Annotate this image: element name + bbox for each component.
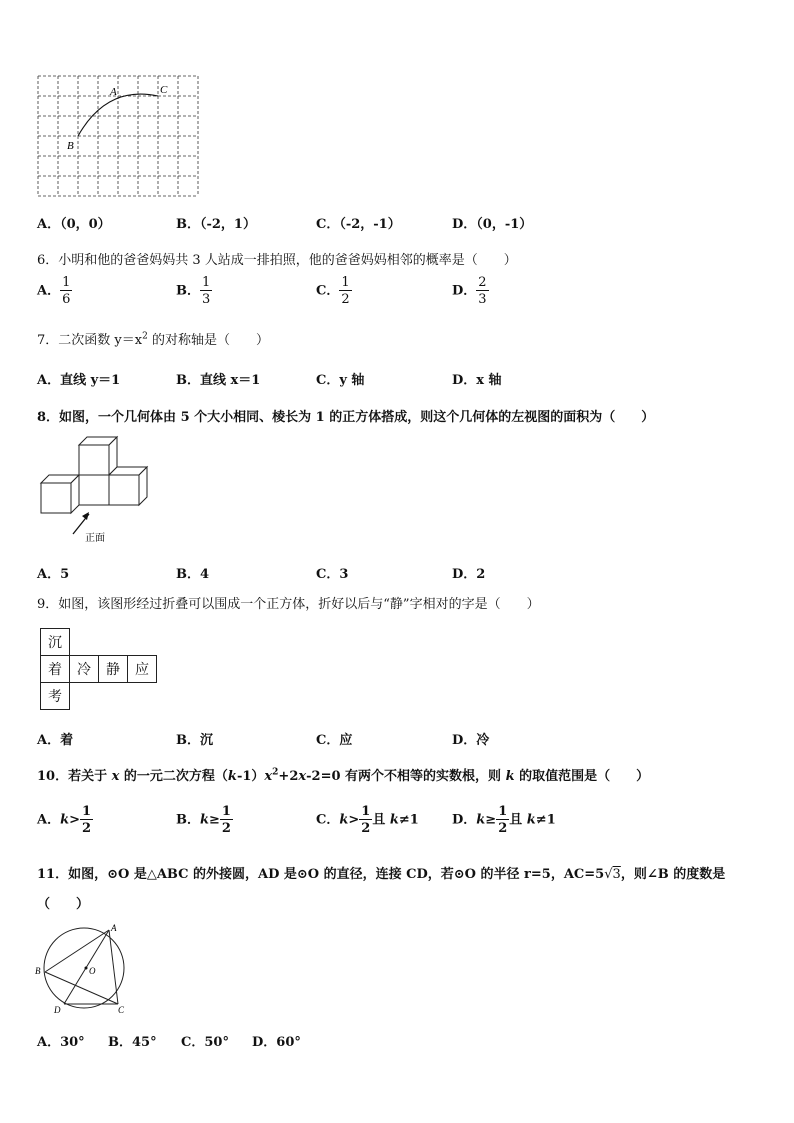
net-cell: 静: [99, 656, 128, 683]
label-b: B: [35, 966, 41, 976]
q10-option-c: C．k> $\frac{1}{2}$ 且 k≠1: [316, 804, 419, 836]
fraction: $\frac{2}{3}$: [478, 275, 487, 307]
q11-option-a: A．30°: [37, 1035, 85, 1050]
fraction: $\frac{1}{2}$: [361, 804, 371, 836]
q10-option-b: B．k≥ $\frac{1}{2}$: [176, 804, 231, 836]
q5-option-a: A．（0，0）: [37, 217, 111, 232]
q7-option-a: A．直线 y＝1: [37, 373, 121, 388]
label-a: A: [110, 86, 117, 98]
fraction: $\frac{1}{6}$: [62, 275, 71, 307]
cube-net-figure: [40, 628, 157, 710]
q5-option-b: B．（-2，1）: [176, 217, 256, 232]
q7-option-d: D．x 轴: [452, 373, 502, 388]
fraction: $\frac{1}{3}$: [202, 275, 211, 307]
circle-figure: [34, 920, 130, 1016]
fraction: $\frac{1}{2}$: [498, 804, 508, 836]
q7-option-b: B．直线 x＝1: [176, 373, 261, 388]
label-o: O: [89, 966, 96, 976]
label-a: A: [111, 923, 117, 933]
q6-option-a: A． $\frac{1}{6}$: [37, 275, 71, 307]
label-d: D: [54, 1005, 61, 1015]
cube-solid-figure: [37, 434, 151, 548]
q11-option-b: B．45°: [108, 1035, 157, 1050]
q11-option-d: D．60°: [252, 1035, 301, 1050]
q7-option-c: C．y 轴: [316, 373, 365, 388]
q8-option-c: C．3: [316, 567, 349, 582]
label-c: C: [160, 84, 168, 96]
q6-option-d: D． $\frac{2}{3}$: [452, 275, 487, 307]
q10-option-d: D．k≥ $\frac{1}{2}$ 且 k≠1: [452, 804, 556, 836]
q9-option-c: C．应: [316, 733, 353, 748]
net-cell: 冷: [70, 656, 99, 683]
q6-option-c: C． $\frac{1}{2}$: [316, 275, 350, 307]
q6-question-text: 6．小明和他的爸爸妈妈共 3 人站成一排拍照，他的爸爸妈妈相邻的概率是（ ）: [37, 253, 517, 268]
net-cell: 考: [41, 683, 70, 710]
q8-option-a: A．5: [37, 567, 70, 582]
q5-option-d: D．（0，-1）: [452, 217, 533, 232]
q6-option-b: B． $\frac{1}{3}$: [176, 275, 211, 307]
q8-option-b: B．4: [176, 567, 210, 582]
q11-question-text-line1: 11．如图，⊙O 是△ABC 的外接圆，AD 是⊙O 的直径，连接 CD，若⊙O 的半径 r=5，AC=5√3，则∠B 的度数是: [37, 867, 726, 882]
net-cell: 着: [41, 656, 70, 683]
q8-option-d: D．2: [452, 567, 486, 582]
fraction: $\frac{1}{2}$: [82, 804, 92, 836]
label-c: C: [118, 1005, 125, 1015]
q9-question-text: 9．如图，该图形经过折叠可以围成一个正方体，折好以后与“静”字相对的字是（ ）: [37, 597, 540, 612]
net-cell: 沉: [41, 629, 70, 656]
q5-option-c: C．（-2，-1）: [316, 217, 401, 232]
q9-option-b: B．沉: [176, 733, 213, 748]
q9-option-d: D．冷: [452, 733, 490, 748]
arc-bac: [78, 94, 158, 136]
front-label: 正面: [85, 533, 105, 544]
q11-question-text-line2: （ ）: [37, 897, 90, 912]
q9-option-a: A．着: [37, 733, 74, 748]
q10-option-a: A．k> $\frac{1}{2}$: [37, 804, 92, 836]
q8-question-text: 8．如图，一个几何体由 5 个大小相同、棱长为 1 的正方体搭成，则这个几何体的左视图的面积为（ ）: [37, 410, 655, 425]
fraction: $\frac{1}{2}$: [221, 804, 231, 836]
q7-question-text: 7．二次函数 $y=x^2$ 的对称轴是（ ）: [37, 331, 269, 348]
label-b: B: [67, 140, 74, 152]
q11-option-c: C．50°: [181, 1035, 229, 1050]
net-cell: 应: [128, 656, 157, 683]
q10-question-text: 10．若关于 x 的一元二次方程$(k-1)x^2+2x-2=0$ 有两个不相等的实数根，则 k 的取值范围是（ ）: [37, 767, 650, 784]
grid-arc-figure: [37, 75, 199, 198]
fraction: $\frac{1}{2}$: [341, 275, 350, 307]
